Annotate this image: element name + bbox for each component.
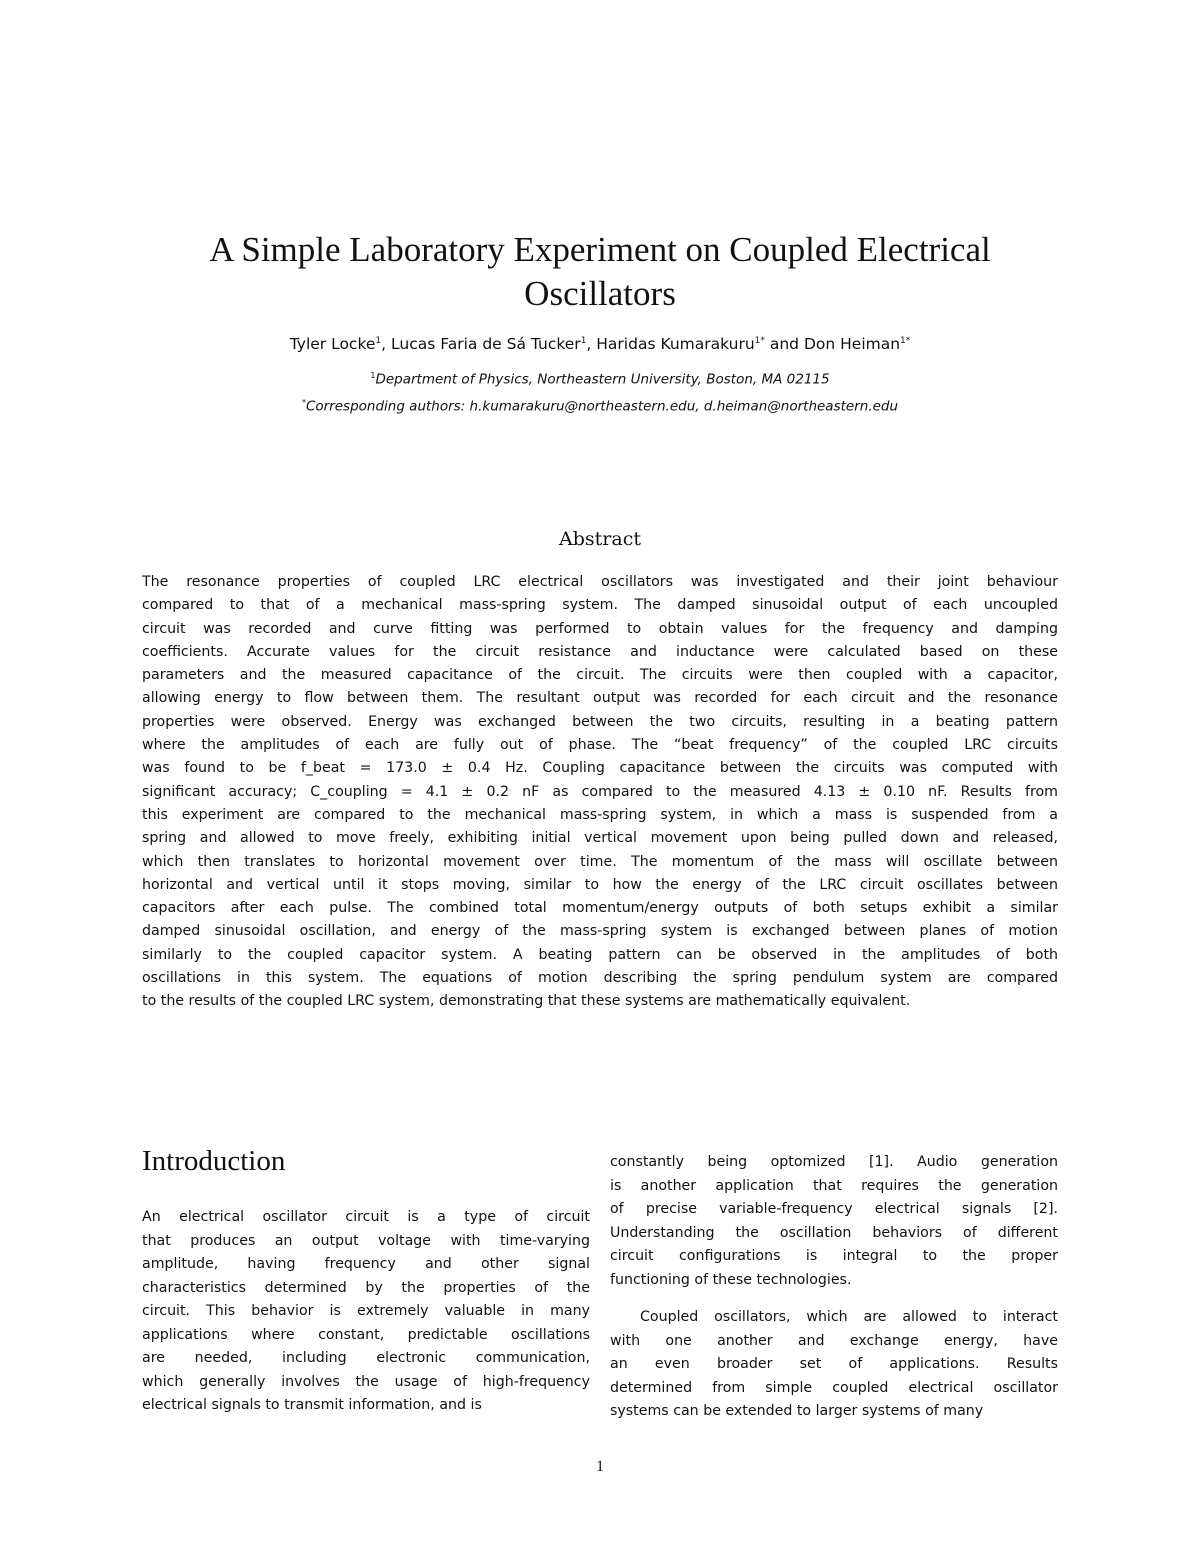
author-affil-mark: 1* [754,336,765,346]
text-line: applications where constant, predictable oscillations [142,1326,590,1343]
text-line: Understanding the oscillation behaviors of different [610,1224,1058,1241]
text-line: coefficients. Accurate values for the circuit resistance and inductance were calculated based on these [142,643,1058,660]
text-line: to the results of the coupled LRC system, demonstrating that these systems are mathematically equivalent. [142,993,911,1010]
author-affil-mark: 1* [900,336,911,346]
text-line: which generally involves the usage of high-frequency [142,1373,590,1390]
text-line: significant accuracy; C_coupling = 4.1 ± 0.2 nF as compared to the measured 4.13 ± 0.10 nF. Results from [142,783,1058,800]
text-line: oscillations in this system. The equations of motion describing the spring pendulum system are compared [142,970,1058,987]
text-line: properties were observed. Energy was exchanged between the two circuits, resulting in a beating pattern [142,713,1058,730]
author-list: Tyler Locke$^1$, Lucas Faria de Sá Tucker$^1$, Haridas Kumarakuru$^{1*}$ and Don Heiman$^{1*}$ [289,335,911,354]
text-line: electrical signals to transmit information, and is [142,1397,482,1413]
paper-title [100,228,1100,316]
text-line: horizontal and vertical until it stops moving, similar to how the energy of the LRC circuit oscillates between [142,876,1058,893]
text-line: is another application that requires the generation [610,1177,1058,1194]
text-line: spring and allowed to move freely, exhibiting initial vertical movement upon being pulled down and released, [142,830,1058,847]
affiliation-department [100,366,1100,390]
affiliation-text: Department of Physics, Northeastern University, Boston, MA 02115 [375,371,830,388]
text-line: that produces an output voltage with time-varying [142,1232,590,1249]
text-line: an even broader set of applications. Results [610,1356,1058,1372]
text-line: amplitude, having frequency and other signal [142,1256,590,1272]
affiliation-mark: 1 [370,371,376,380]
text-line: capacitors after each pulse. The combined total momentum/energy outputs of both setups exhibit a similar [142,900,1058,917]
introduction-heading: Introduction [142,1145,286,1177]
author-name: Don Heiman [803,335,901,354]
text-line: allowing energy to flow between them. The resultant output was recorded for each circuit and the resonance [142,690,1058,707]
text-line: An electrical oscillator circuit is a type of circuit [142,1209,590,1225]
text-line: circuit. This behavior is extremely valuable in many [142,1303,590,1319]
text-line: determined from simple coupled electrical oscillator [610,1379,1058,1396]
text-line: characteristics determined by the properties of the [142,1279,590,1296]
abstract-heading: Abstract [559,528,641,550]
author-affil-mark: 1 [580,336,587,346]
text-line: where the amplitudes of each are fully out of phase. The “beat frequency” of the coupled LRC circuits [142,737,1058,754]
text-line: which then translates to horizontal movement over time. The momentum of the mass will oscillate between [142,853,1058,870]
text-line: The resonance properties of coupled LRC electrical oscillators was investigated and their joint behaviour [142,574,1058,590]
text-line: systems can be extended to larger systems of many [610,1403,984,1419]
text-line: circuit was recorded and curve fitting was performed to obtain values for the frequency and damping [142,620,1058,637]
title-line-1: A Simple Laboratory Experiment on Coupled Electrical [209,230,991,269]
title-line-2: Oscillators [524,274,676,313]
text-line: damped sinusoidal oscillation, and energy of the mass-spring system is exchanged between planes of motion [142,923,1058,940]
abstract-body [142,571,1058,1014]
text-line: constantly being optomized [1]. Audio generation [610,1154,1058,1170]
text-line: are needed, including electronic communication, [142,1350,590,1366]
text-line: with one another and exchange energy, have [610,1332,1058,1349]
author-affil-mark: 1 [375,336,382,346]
introduction-right-column [610,1151,1058,1424]
corresponding-text: Corresponding authors: h.kumarakuru@northeastern.edu, d.heiman@northeastern.edu [305,398,899,415]
page-number: 1 [596,1458,604,1475]
text-line: this experiment are compared to the mechanical mass-spring system, in which a mass is suspended from a [142,806,1058,823]
text-line: was found to be f_beat = 173.0 ± 0.4 Hz. Coupling capacitance between the circuits was computed with [142,760,1058,777]
text-line: circuit configurations is integral to the proper [610,1248,1058,1264]
text-line: similarly to the coupled capacitor system. A beating pattern can be observed in the amplitudes of both [142,946,1058,963]
text-line: of precise variable-frequency electrical signals [2]. [610,1201,1058,1217]
author-name: Tyler Locke [289,335,376,354]
paragraph-gap [610,1292,1058,1306]
author-name: Lucas Faria de Sá Tucker [391,335,581,354]
corresponding-authors [100,393,1100,417]
text-line: compared to that of a mechanical mass-spring system. The damped sinusoidal output of each uncoupled [142,597,1058,614]
author-name: Haridas Kumarakuru [596,335,755,354]
text-line: Coupled oscillators, which are allowed to interact [640,1309,1058,1325]
text-line: parameters and the measured capacitance of the circuit. The circuits were then coupled with a capacitor, [142,667,1058,684]
author-conjunction: and [769,335,800,354]
introduction-left-column [142,1206,590,1418]
corresponding-mark: * [301,398,306,407]
text-line: functioning of these technologies. [610,1271,852,1288]
